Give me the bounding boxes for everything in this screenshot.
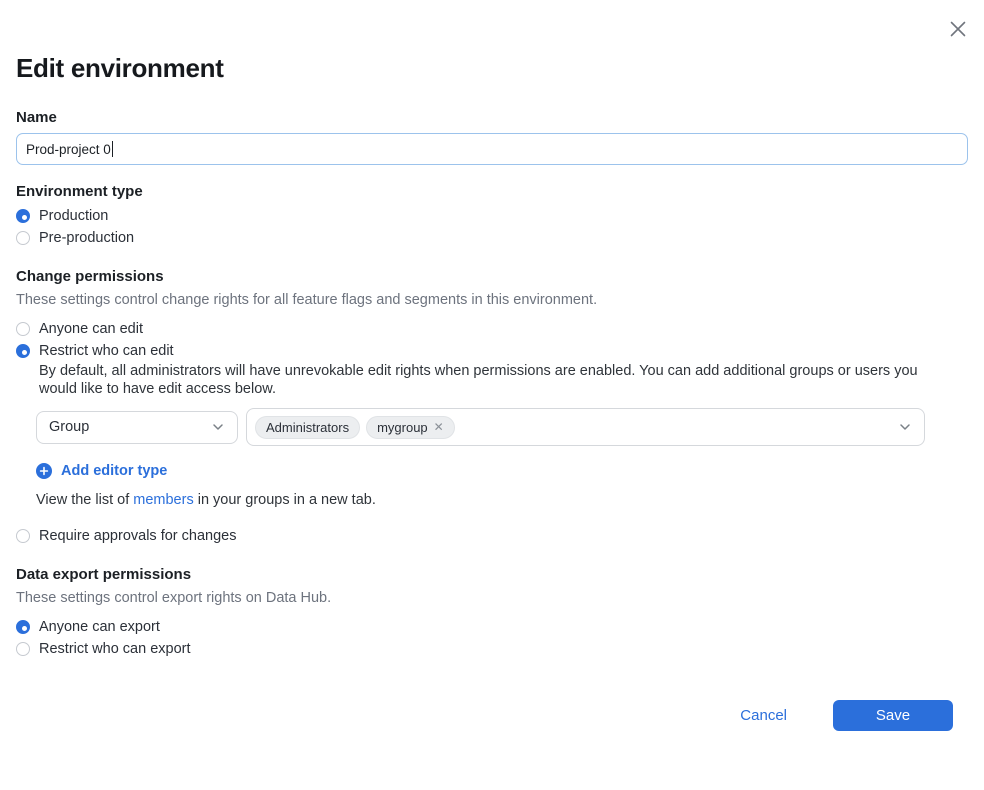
chevron-down-icon — [211, 420, 225, 434]
name-input-value: Prod-project 0 — [26, 141, 111, 157]
radio-production[interactable] — [16, 205, 968, 227]
change-permissions-label: Change permissions — [16, 268, 164, 285]
data-export-group — [16, 616, 968, 660]
close-button[interactable] — [945, 16, 971, 42]
radio-icon[interactable] — [16, 529, 30, 543]
members-note-prefix: View the list of — [36, 492, 134, 508]
change-permissions-group — [16, 318, 968, 547]
radio-restrict-who-can-export[interactable] — [16, 638, 968, 660]
chevron-down-icon — [898, 420, 912, 434]
save-button[interactable]: Save — [833, 700, 953, 731]
tag-mygroup — [366, 416, 455, 439]
radio-label: Require approvals for changes — [39, 528, 237, 544]
radio-icon[interactable] — [16, 620, 30, 634]
tag-label: mygroup — [377, 419, 428, 435]
members-note-suffix: in your groups in a new tab. — [193, 492, 376, 508]
radio-pre-production[interactable] — [16, 227, 968, 249]
add-editor-type-label: Add editor type — [61, 463, 168, 479]
members-note — [36, 491, 968, 509]
radio-restrict-who-can-edit[interactable] — [16, 340, 968, 362]
plus-icon — [36, 463, 52, 479]
page-title: Edit environment — [16, 53, 224, 83]
radio-icon[interactable] — [16, 231, 30, 245]
members-multiselect[interactable] — [246, 408, 925, 446]
radio-require-approvals[interactable] — [16, 525, 968, 547]
radio-label: Anyone can edit — [39, 321, 143, 337]
add-editor-type-link[interactable] — [36, 463, 167, 479]
text-caret — [112, 141, 113, 157]
radio-icon[interactable] — [16, 642, 30, 656]
restrict-edit-note: By default, all administrators will have unrevokable edit rights when permissions are enabled. You can add additional groups or users you would like to have edit access below. — [39, 363, 918, 397]
members-link[interactable]: members — [133, 492, 194, 508]
close-icon — [947, 18, 969, 40]
radio-label: Pre-production — [39, 230, 135, 246]
selected-tags — [255, 416, 898, 439]
data-export-permissions-label: Data export permissions — [16, 566, 192, 583]
radio-icon[interactable] — [16, 344, 30, 358]
radio-label: Restrict who can export — [39, 641, 191, 657]
radio-icon[interactable] — [16, 209, 30, 223]
environment-type-label: Environment type — [16, 183, 143, 200]
editor-type-select-value: Group — [49, 419, 90, 435]
name-input[interactable] — [16, 133, 968, 165]
radio-anyone-can-edit[interactable] — [16, 318, 968, 340]
radio-label: Production — [39, 208, 109, 224]
editor-selects-row — [36, 408, 968, 446]
editor-type-select[interactable] — [36, 411, 238, 444]
radio-anyone-can-export[interactable] — [16, 616, 968, 638]
data-export-permissions-description: These settings control export rights on Data Hub. — [16, 590, 332, 606]
cancel-button[interactable]: Cancel — [740, 707, 787, 724]
radio-label: Restrict who can edit — [39, 343, 174, 359]
tag-administrators — [255, 416, 360, 439]
radio-icon[interactable] — [16, 322, 30, 336]
name-label: Name — [16, 109, 57, 126]
change-permissions-description: These settings control change rights for all feature flags and segments in this environment. — [16, 292, 598, 308]
modal-footer — [16, 700, 968, 731]
environment-type-group — [16, 205, 968, 249]
tag-label: Administrators — [266, 419, 350, 435]
radio-label: Anyone can export — [39, 619, 160, 635]
remove-tag-icon[interactable]: ✕ — [433, 420, 444, 434]
